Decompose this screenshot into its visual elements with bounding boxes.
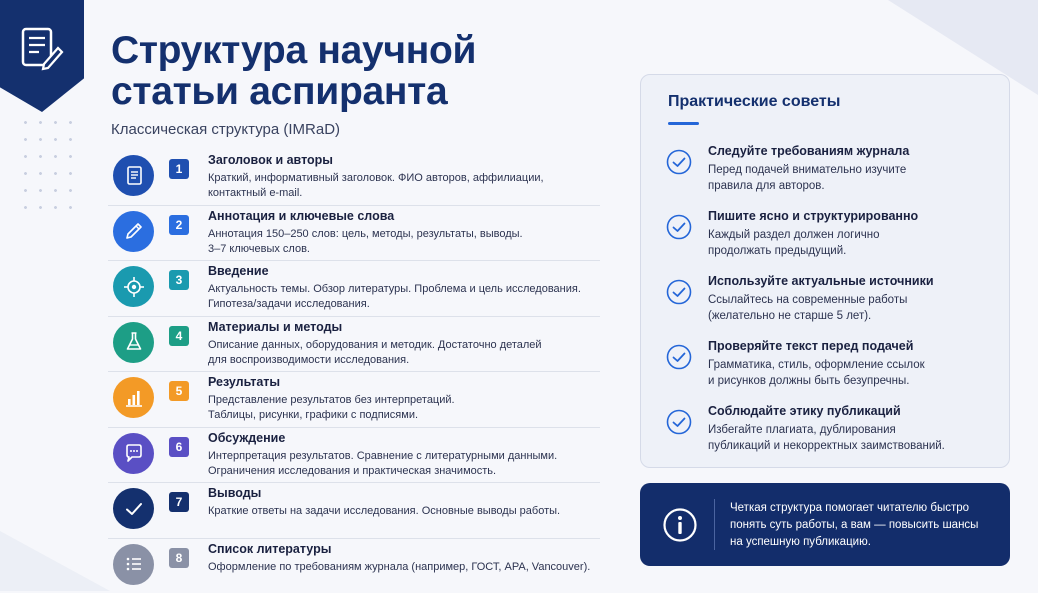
section-number: 1	[169, 159, 189, 179]
section-number: 7	[169, 492, 189, 512]
tip-item	[666, 144, 996, 204]
chat-icon	[122, 441, 146, 465]
section-description: Описание данных, оборудования и методик. Достаточно деталей для воспроизводимости исследования.	[208, 338, 598, 368]
sections-list	[108, 150, 600, 593]
tip-title: Следуйте требованиям журнала	[708, 144, 909, 158]
tips-title-underline	[668, 122, 699, 125]
section-title: Заголовок и авторы	[208, 153, 333, 167]
section-title: Результаты	[208, 375, 280, 389]
section-number: 2	[169, 215, 189, 235]
section-icon-circle	[113, 488, 154, 529]
tip-title: Используйте актуальные источники	[708, 274, 934, 288]
section-title: Выводы	[208, 486, 261, 500]
section-title: Обсуждение	[208, 431, 285, 445]
flask-icon	[122, 330, 146, 354]
check-circle-icon	[666, 279, 692, 305]
info-banner	[640, 483, 1010, 566]
tip-item	[666, 404, 996, 464]
info-icon	[662, 507, 698, 543]
section-icon-circle	[113, 266, 154, 307]
pencil-icon	[122, 219, 146, 243]
section-description: Представление результатов без интерпретаций. Таблицы, рисунки, графики с подписями.	[208, 393, 598, 423]
tip-title: Проверяйте текст перед подачей	[708, 339, 913, 353]
check-circle-icon	[666, 409, 692, 435]
section-icon-circle	[113, 433, 154, 474]
list-icon	[122, 552, 146, 576]
corner-decoration-bottom	[0, 531, 110, 591]
tip-text: Ссылайтесь на современные работы (желательно не старше 5 лет).	[708, 292, 998, 324]
check-circle-icon	[666, 344, 692, 370]
section-description: Краткие ответы на задачи исследования. Основные выводы работы.	[208, 504, 598, 519]
section-icon-circle	[113, 211, 154, 252]
title-line-1: Структура научной	[111, 29, 476, 72]
info-divider	[714, 499, 715, 550]
dot-grid-decoration	[18, 114, 78, 222]
page-title	[111, 30, 476, 112]
section-description: Оформление по требованиям журнала (например, ГОСТ, APA, Vancouver).	[208, 560, 598, 575]
section-description: Актуальность темы. Обзор литературы. Проблема и цель исследования. Гипотеза/задачи исследования.	[208, 282, 598, 312]
target-icon	[122, 275, 146, 299]
tips-title: Практические советы	[668, 93, 840, 111]
document-icon	[122, 164, 146, 188]
tip-text: Избегайте плагиата, дублирования публикаций и некорректных заимствований.	[708, 422, 998, 454]
section-row	[108, 483, 600, 539]
section-title: Аннотация и ключевые слова	[208, 209, 394, 223]
tips-panel	[640, 74, 1010, 468]
section-icon-circle	[113, 155, 154, 196]
section-icon-circle	[113, 322, 154, 363]
page-subtitle: Классическая структура (IMRaD)	[111, 121, 340, 138]
tip-item	[666, 209, 996, 269]
section-number: 6	[169, 437, 189, 457]
section-title: Введение	[208, 264, 269, 278]
section-row	[108, 539, 600, 593]
section-title: Материалы и методы	[208, 320, 342, 334]
tip-item	[666, 339, 996, 399]
section-row	[108, 206, 600, 262]
section-icon-circle	[113, 544, 154, 585]
check-circle-icon	[666, 149, 692, 175]
tip-title: Соблюдайте этику публикаций	[708, 404, 901, 418]
section-description: Интерпретация результатов. Сравнение с литературными данными. Ограничения исследования и практическая значимость.	[208, 449, 598, 479]
section-number: 4	[169, 326, 189, 346]
title-line-2: статьи аспиранта	[111, 70, 447, 113]
section-row	[108, 261, 600, 317]
section-description: Аннотация 150–250 слов: цель, методы, результаты, выводы. 3–7 ключевых слов.	[208, 227, 598, 257]
tip-text: Перед подачей внимательно изучите правила для авторов.	[708, 162, 998, 194]
tip-text: Грамматика, стиль, оформление ссылок и рисунков должны быть безупречны.	[708, 357, 998, 389]
tip-title: Пишите ясно и структурированно	[708, 209, 918, 223]
document-edit-icon	[20, 26, 64, 72]
section-number: 3	[169, 270, 189, 290]
tip-text: Каждый раздел должен логично продолжать предыдущий.	[708, 227, 998, 259]
section-row	[108, 317, 600, 373]
section-row	[108, 150, 600, 206]
document-badge	[0, 0, 84, 112]
section-title: Список литературы	[208, 542, 331, 556]
info-text: Четкая структура помогает читателю быстро понять суть работы, а вам — повысить шансы на успешную публикацию.	[730, 500, 1000, 551]
section-row	[108, 372, 600, 428]
section-row	[108, 428, 600, 484]
section-description: Краткий, информативный заголовок. ФИО авторов, аффилиации, контактный e-mail.	[208, 171, 598, 201]
section-number: 8	[169, 548, 189, 568]
section-number: 5	[169, 381, 189, 401]
checkmark-icon	[122, 497, 146, 521]
bar-chart-icon	[122, 386, 146, 410]
tip-item	[666, 274, 996, 334]
check-circle-icon	[666, 214, 692, 240]
section-icon-circle	[113, 377, 154, 418]
